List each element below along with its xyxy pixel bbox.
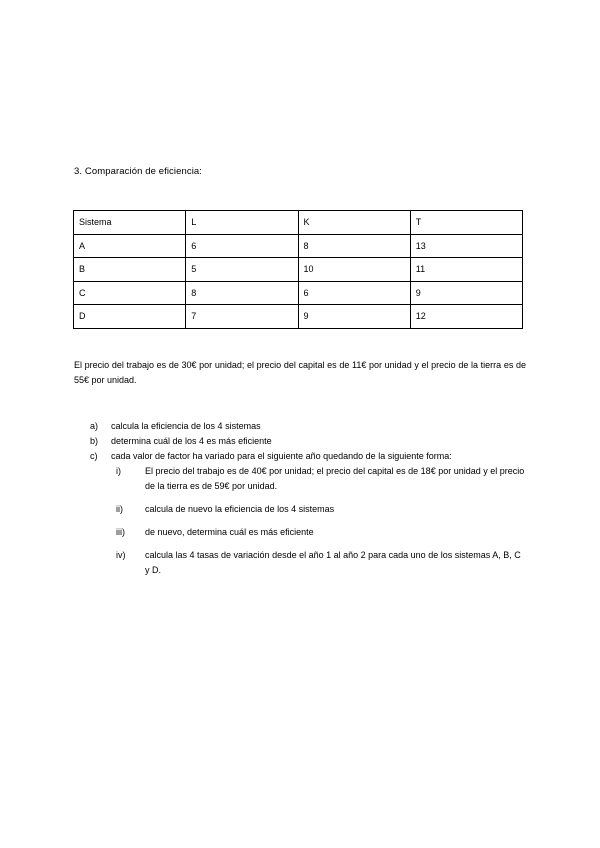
sub-list-item xyxy=(90,502,525,517)
table-cell: 11 xyxy=(410,258,522,282)
table-cell: C xyxy=(74,281,186,305)
table-header-cell: Sistema xyxy=(74,211,186,235)
table-cell: 9 xyxy=(410,281,522,305)
intro-paragraph: El precio del trabajo es de 30€ por unidad; el precio del capital es de 11€ por unidad y el precio de la tierra es de 55€ por unidad. xyxy=(74,360,526,385)
sub-list-item-text: calcula las 4 tasas de variación desde el año 1 al año 2 para cada uno de los sistemas A, B, C y D. xyxy=(145,550,521,575)
table-row xyxy=(74,305,523,329)
table-row xyxy=(74,258,523,282)
table-cell: 8 xyxy=(298,234,410,258)
sub-list-item-text: de nuevo, determina cuál es más eficiente xyxy=(145,527,314,537)
table-cell: A xyxy=(74,234,186,258)
sub-list-marker: i) xyxy=(116,466,121,476)
sub-list xyxy=(90,464,530,578)
list-item xyxy=(90,434,530,449)
table-cell: D xyxy=(74,305,186,329)
table-row xyxy=(74,281,523,305)
sub-list-item xyxy=(90,548,525,578)
efficiency-table xyxy=(73,210,523,329)
sub-list-item xyxy=(90,464,525,494)
table-cell: 6 xyxy=(298,281,410,305)
section-title: 3. Comparación de eficiencia: xyxy=(74,166,203,177)
list-marker: c) xyxy=(90,451,98,461)
list-item-text: determina cuál de los 4 es más eficiente xyxy=(111,436,272,446)
table-cell: 12 xyxy=(410,305,522,329)
table-header-cell: T xyxy=(410,211,522,235)
table-header-cell: K xyxy=(298,211,410,235)
table-row xyxy=(74,234,523,258)
table-cell: 5 xyxy=(186,258,298,282)
table-cell: 7 xyxy=(186,305,298,329)
table-cell: B xyxy=(74,258,186,282)
sub-list-marker: iv) xyxy=(116,550,126,560)
list-item xyxy=(90,419,530,434)
list-item-text: cada valor de factor ha variado para el siguiente año quedando de la siguiente forma: xyxy=(111,451,452,461)
table-cell: 6 xyxy=(186,234,298,258)
list-marker: b) xyxy=(90,436,99,446)
sub-list-item-text: calcula de nuevo la eficiencia de los 4 sistemas xyxy=(145,504,335,514)
task-list xyxy=(90,419,530,578)
sub-list-item-text: El precio del trabajo es de 40€ por unidad; el precio del capital es de 18€ por unidad y el precio de la tierra es de 59€ por unidad. xyxy=(145,466,525,491)
table-cell: 10 xyxy=(298,258,410,282)
list-item xyxy=(90,449,530,464)
list-marker: a) xyxy=(90,421,99,431)
sub-list-marker: ii) xyxy=(116,504,123,514)
sub-list-item xyxy=(90,525,525,540)
sub-list-marker: iii) xyxy=(116,527,125,537)
table-header-cell: L xyxy=(186,211,298,235)
table-cell: 8 xyxy=(186,281,298,305)
table-cell: 13 xyxy=(410,234,522,258)
table-header-row xyxy=(74,211,523,235)
table-cell: 9 xyxy=(298,305,410,329)
list-item-text: calcula la eficiencia de los 4 sistemas xyxy=(111,421,261,431)
